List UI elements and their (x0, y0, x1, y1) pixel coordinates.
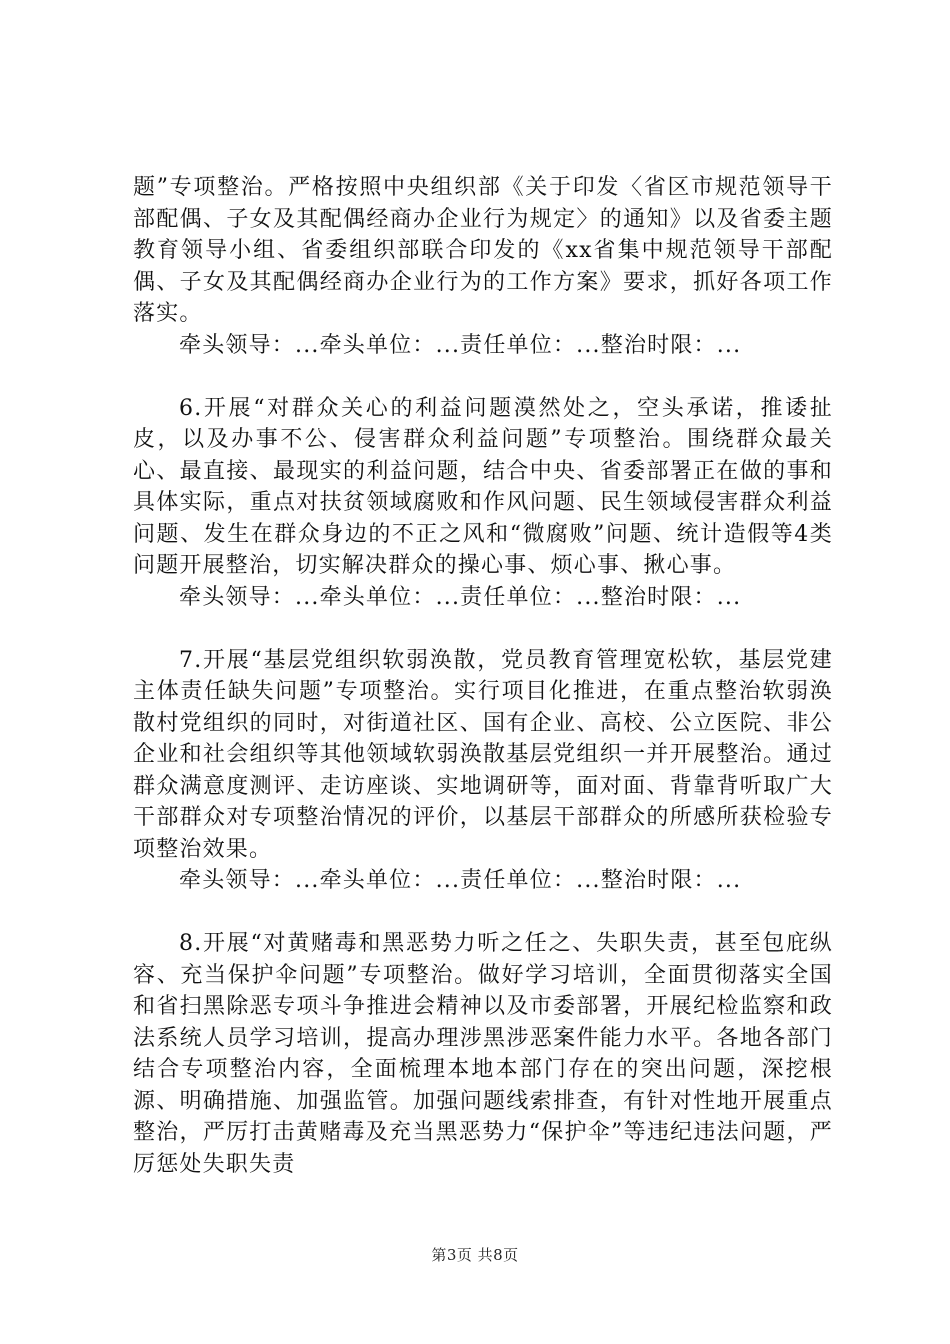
paragraph-gap (133, 361, 833, 393)
paragraph-8: 8.开展“对黄赌毒和黑恶势力听之任之、失职失责，甚至包庇纵容、充当保护伞问题”专项整治。做好学习培训，全面贯彻落实全国和省扫黑除恶专项斗争推进会精神以及市委部署，开展纪检监察和政法系统人员学习培训，提高办理涉黑涉恶案件能力水平。各地各部门结合专项整治内容，全面梳理本地本部门存在的突出问题，深挖根源、明确措施、加强监管。加强问题线索排查，有针对性地开展重点整治，严厉打击黄赌毒及充当黑恶势力“保护伞”等违纪违法问题，严厉惩处失职失责 (133, 931, 833, 1177)
responsibility-line-5: 牵头领导：...牵头单位：...责任单位：...整治时限：... (179, 332, 742, 358)
paragraph-5-continuation: 题”专项整治。严格按照中央组织部《关于印发〈省区市规范领导干部配偶、子女及其配偶经商办企业行为规定〉的通知》以及省委主题教育领导小组、省委组织部联合印发的《xx省集中规范领导干部配偶、子女及其配偶经商办企业行为的工作方案》要求，抓好各项工作落实。 (133, 175, 833, 326)
paragraph-6: 6.开展“对群众关心的利益问题漠然处之，空头承诺，推诿扯皮，以及办事不公、侵害群众利益问题”专项整治。围绕群众最关心、最直接、最现实的利益问题，结合中央、省委部署正在做的事和具体实际，重点对扶贫领域腐败和作风问题、民生领域侵害群众利益问题、发生在群众身边的不正之风和“微腐败”问题、统计造假等4类问题开展整治，切实解决群众的操心事、烦心事、揪心事。 (133, 395, 833, 578)
page-number-footer: 第3页 共8页 (431, 1246, 519, 1264)
paragraph-7: 7.开展“基层党组织软弱涣散，党员教育管理宽松软，基层党建主体责任缺失问题”专项整治。实行项目化推进，在重点整治软弱涣散村党组织的同时，对街道社区、国有企业、高校、公立医院、非公企业和社会组织等其他领域软弱涣散基层党组织一并开展整治。通过群众满意度测评、走访座谈、实地调研等，面对面、背靠背听取广大干部群众对专项整治情况的评价，以基层干部群众的所感所获检验专项整治效果。 (133, 647, 833, 862)
paragraph-gap (133, 897, 833, 929)
responsibility-line-6: 牵头领导：...牵头单位：...责任单位：...整治时限：... (179, 584, 742, 610)
paragraph-gap (133, 613, 833, 645)
document-body (133, 172, 833, 1180)
responsibility-line-7: 牵头领导：...牵头单位：...责任单位：...整治时限：... (179, 868, 742, 893)
